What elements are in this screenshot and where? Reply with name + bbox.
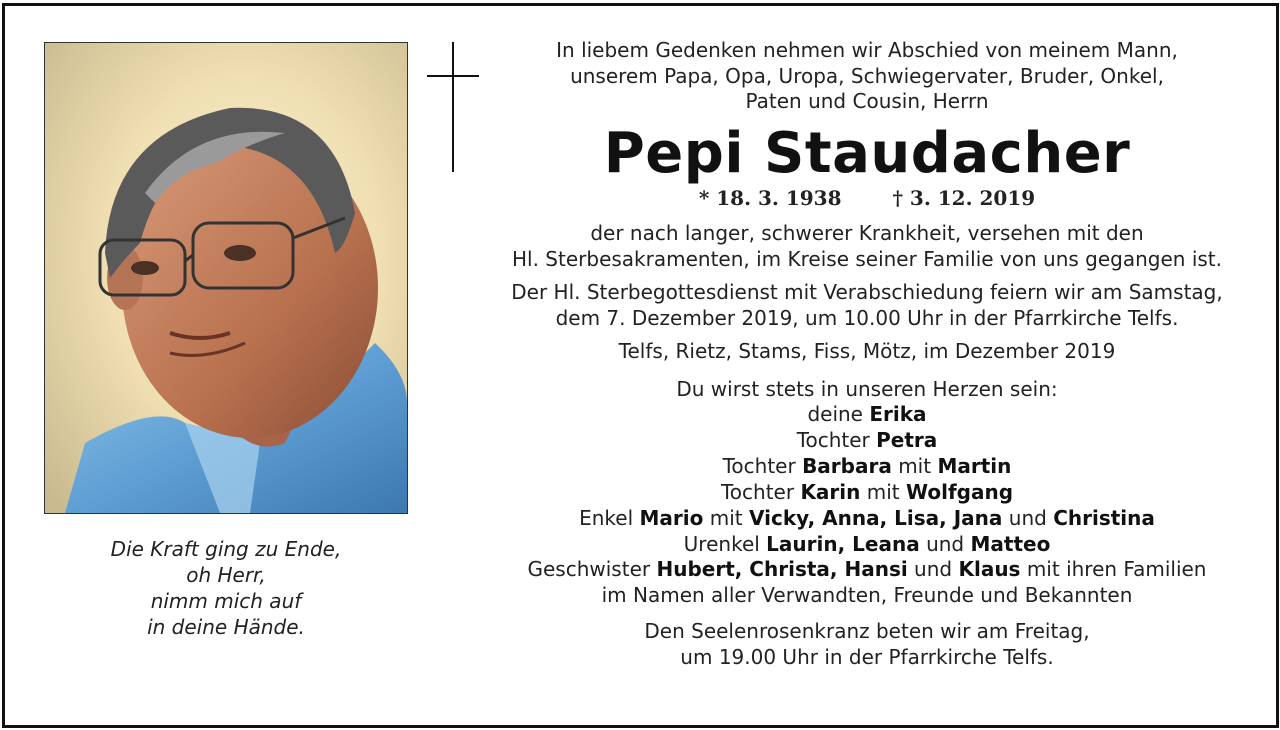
mourner-name: Matteo [970,531,1051,556]
mourner-line [498,454,1236,480]
birth-date: * 18. 3. 1938 [698,185,842,210]
intro-line: unserem Papa, Opa, Uropa, Schwiegervater, Bruder, Onkel, [570,63,1164,88]
mourner-name: Klaus [958,557,1021,582]
mourner-text: mit ihren Familien [1020,557,1207,582]
mourner-text: Tochter [722,453,803,478]
passing-line: der nach langer, schwerer Krankheit, versehen mit den [590,221,1144,245]
mourner-name: Erika [869,402,927,426]
mourner-text: mit [860,479,906,504]
mourner-text: mit [891,453,938,478]
mourner-line [498,506,1236,532]
rosary-line: Den Seelenrosenkranz beten wir am Freitag, [644,619,1090,644]
mourner-name: Christina [1053,505,1155,530]
obituary-text [498,38,1236,670]
mourner-line [498,557,1236,583]
portrait-photo [44,42,408,514]
mourner-text: im Namen aller Verwandten, Freunde und Bekannten [601,583,1133,608]
mourner-line [498,583,1236,609]
mourner-line [498,480,1236,506]
cross-icon [424,42,482,172]
mourner-text: und [1002,505,1054,530]
mourner-text: Tochter [796,427,877,452]
mourner-text: Urenkel [683,531,767,556]
service-line: Der Hl. Sterbegottesdienst mit Verabschiedung feiern wir am Samstag, [511,280,1223,304]
intro-text [498,38,1236,115]
mourner-text: mit [703,505,749,530]
quote-line: in deine Hände. [147,615,305,639]
rosary-line: um 19.00 Uhr in der Pfarrkirche Telfs. [680,644,1054,669]
death-date: † 3. 12. 2019 [892,185,1036,210]
mourner-line [498,428,1236,454]
mourner-name: Hubert, Christa, Hansi [656,557,908,582]
mourner-text: Geschwister [527,557,657,582]
intro-line: Paten und Cousin, Herrn [745,89,989,113]
mourner-name: Wolfgang [906,479,1014,504]
place-date: Telfs, Rietz, Stams, Fiss, Mötz, im Dezember 2019 [618,339,1116,363]
mourner-name: Karin [800,479,861,504]
mourner-text: deine [807,402,870,426]
mourner-name: Martin [937,453,1012,478]
mourner-name: Laurin, Leana [766,531,920,556]
quote-line: nimm mich auf [150,589,302,613]
quote-verse [44,536,408,640]
mourner-line [498,402,1236,428]
mourner-name: Petra [876,427,938,452]
passing-text [498,221,1236,272]
mourner-name: Barbara [802,453,892,478]
mourner-text: Enkel [579,505,640,530]
intro-line: In liebem Gedenken nehmen wir Abschied von meinem Mann, [556,38,1178,62]
mourner-name: Vicky, Anna, Lisa, Jana [748,505,1003,530]
service-line: dem 7. Dezember 2019, um 10.00 Uhr in der Pfarrkirche Telfs. [555,305,1179,330]
quote-line: Die Kraft ging zu Ende, [110,537,342,561]
heart-line: Du wirst stets in unseren Herzen sein: [676,376,1058,401]
mourners-list [498,402,1236,609]
mourner-text: und [907,557,959,582]
mourner-text: und [919,531,971,556]
mourner-line [498,532,1236,558]
rosary-text [498,619,1236,670]
quote-line: oh Herr, [186,563,266,587]
deceased-name: Pepi Staudacher [603,120,1131,186]
mourner-text: Tochter [720,479,801,504]
passing-line: Hl. Sterbesakramenten, im Kreise seiner Familie von uns gegangen ist. [512,246,1222,271]
life-dates [498,186,1236,212]
mourner-name: Mario [639,505,704,530]
service-text [498,280,1236,331]
